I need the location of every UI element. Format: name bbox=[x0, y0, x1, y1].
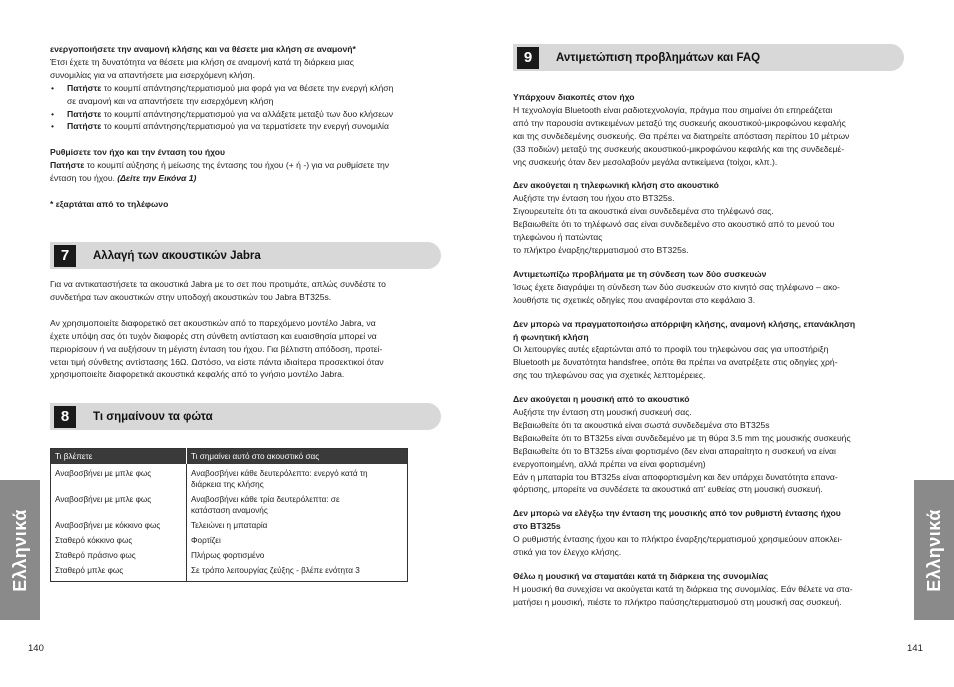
faq-answer-line: Αυξήστε την ένταση στη μουσική συσκευή σας. bbox=[513, 407, 692, 418]
section-title: Αλλαγή των ακουστικών Jabra bbox=[93, 249, 261, 262]
table-row bbox=[51, 532, 408, 547]
table-cell: Φορτίζει bbox=[187, 532, 408, 547]
section-8-header bbox=[50, 403, 441, 430]
faq-answer-line: Εάν η μπαταρία του BT325s είναι αποφορτισμένη και δεν υπάρχει δυνατότητα επανα- bbox=[513, 471, 838, 482]
faq-answer-line: (33 ποδιών) μεταξύ της συσκευής ακουστικού-μικροφώνου κεφαλής και της συνδεδεμέ- bbox=[513, 143, 845, 154]
faq-answer-line: λουθήστε τις σχετικές οδηγίες που αναφέρονται στο κεφάλαιο 3. bbox=[513, 294, 756, 305]
faq-item bbox=[513, 91, 913, 168]
table-header-row bbox=[51, 449, 408, 465]
faq-answer-line: ενεργοποιημένη, αλλά πρέπει να είναι φορτισμένη) bbox=[513, 458, 706, 469]
faq-answer-line: σης του τηλεφώνου σας για σχετικές λεπτομέρειες. bbox=[513, 370, 706, 381]
body-line: Για να αντικαταστήσετε τα ακουστικά Jabra με το σετ που προτιμάτε, απλώς συνδέστε το bbox=[50, 279, 386, 289]
table-cell: Αναβοσβήνει με κόκκινο φως bbox=[55, 521, 161, 530]
press-label: Πατήστε bbox=[67, 82, 102, 93]
faq-answer-line: Ίσως έχετε διαγράψει τη σύνδεση των δύο συσκευών στο κινητό σας τηλέφωνο – ακο- bbox=[513, 281, 840, 292]
list-item-text: το κουμπί απάντησης/τερματισμού για να τερματίσετε την ενεργή συνομιλία bbox=[101, 121, 389, 132]
faq-item bbox=[513, 179, 913, 256]
section-number: 7 bbox=[54, 245, 76, 267]
cell-line: διάρκεια της κλήσης bbox=[191, 480, 264, 489]
body-line: χρησιμοποιείτε διαφορετικά ακουστικά κεφαλής από το γνήσιο μοντέλο Jabra. bbox=[50, 369, 345, 380]
faq-list bbox=[513, 91, 913, 609]
list-item bbox=[50, 120, 450, 133]
faq-answer-line: Αυξήστε την ένταση του ήχου στο BT325s. bbox=[513, 193, 675, 204]
volume-text: ένταση του ήχου. bbox=[50, 173, 118, 184]
table-row bbox=[51, 491, 408, 517]
table-header: Τι σημαίνει αυτό στο ακουστικό σας bbox=[187, 449, 408, 465]
cell-line: κατάσταση αναμονής bbox=[191, 506, 268, 515]
list-item-text: σε αναμονή και να απαντήσετε την εισερχόμενη κλήση bbox=[67, 95, 274, 106]
language-tab bbox=[914, 480, 954, 620]
press-label: Πατήστε bbox=[50, 160, 85, 171]
faq-item bbox=[513, 393, 913, 496]
table-cell: Πλήρως φορτισμένο bbox=[187, 547, 408, 562]
faq-answer-line: Σιγουρευτείτε ότι τα ακουστικά είναι συνδεδεμένα στο τηλέφωνό σας. bbox=[513, 206, 774, 217]
faq-answer-line: Ο ρυθμιστής έντασης ήχου και το πλήκτρο έναρξης/τερματισμού χρησιμεύουν αποκλει- bbox=[513, 534, 843, 545]
table-cell: Σταθερό μπλε φως bbox=[55, 566, 124, 575]
body-line: συνδετήρα των ακουστικών στην υποδοχή ακουστικών του Jabra BT325s. bbox=[50, 291, 332, 302]
faq-question: Αντιμετωπίζω προβλήματα με τη σύνδεση των δύο συσκευών bbox=[513, 268, 767, 279]
table-row bbox=[51, 517, 408, 532]
faq-answer-line: φόρτισης, μπορείτε να συνδέσετε τα ακουστικά απ' ευθείας στη μουσική συσκευή. bbox=[513, 484, 823, 495]
table-row bbox=[51, 464, 408, 491]
list-item bbox=[50, 82, 450, 108]
press-label: Πατήστε bbox=[67, 121, 102, 132]
faq-answer-line: στικά για τον έλεγχο κλήσης. bbox=[513, 547, 622, 558]
cell-line: Αναβοσβήνει κάθε τρία δευτερόλεπτα: σε bbox=[191, 495, 340, 504]
body-line: Αν χρησιμοποιείτε διαφορετικό σετ ακουστικών από το παρεχόμενο μοντέλο Jabra, να bbox=[50, 317, 376, 328]
table-cell: Τελειώνει η μπαταρία bbox=[187, 517, 408, 532]
faq-item bbox=[513, 507, 913, 559]
footnote: * εξαρτάται από το τηλέφωνο bbox=[50, 199, 169, 210]
faq-question: Δεν ακούγεται η τηλεφωνική κλήση στο ακουστικό bbox=[513, 180, 719, 191]
faq-answer-line: Bluetooth με δυνατότητα handsfree, οπότε θα πρέπει να ανατρέξετε στις οδηγίες χρή- bbox=[513, 357, 838, 368]
faq-question: στο BT325s bbox=[513, 521, 561, 532]
faq-question: Δεν μπορώ να πραγματοποιήσω απόρριψη κλήσης, αναμονή κλήσης, επανάκληση bbox=[513, 318, 856, 329]
faq-answer-line: νης συσκευής όταν δεν μεσολαβούν μεγάλα αντικείμενα (τοίχοι, κλπ.). bbox=[513, 156, 778, 167]
table-cell: Σταθερό κόκκινο φως bbox=[55, 536, 133, 545]
volume-text: το κουμπί αύξησης ή μείωσης της έντασης του ήχου (+ ή -) για να ρυθμίσετε την bbox=[84, 160, 390, 171]
faq-answer-line: από την παρουσία αντικειμένων μεταξύ της συσκευής ακουστικού-μικροφώνου κεφαλής bbox=[513, 117, 846, 128]
faq-answer-line: Βεβαιωθείτε ότι το τηλέφωνό σας είναι συνδεδεμένο στο ακουστικό από το μενού του bbox=[513, 219, 835, 230]
list-item-text: το κουμπί απάντησης/τερματισμού για να αλλάξετε μεταξύ των δυο κλήσεων bbox=[101, 108, 394, 119]
lights-table bbox=[50, 448, 408, 582]
section-title: Αντιμετώπιση προβλημάτων και FAQ bbox=[556, 51, 761, 64]
table-row bbox=[51, 547, 408, 562]
section-9-header bbox=[513, 44, 904, 71]
table-cell bbox=[187, 464, 408, 491]
faq-question: Δεν μπορώ να ελέγξω την ένταση της μουσικής από τον ρυθμιστή έντασης ήχου bbox=[513, 508, 841, 519]
section-title: Τι σημαίνουν τα φώτα bbox=[93, 410, 213, 423]
volume-heading: Ρυθμίσετε τον ήχο και την ένταση του ήχου bbox=[50, 147, 226, 158]
right-page bbox=[477, 0, 954, 687]
list-item bbox=[50, 108, 450, 121]
section-7-header bbox=[50, 242, 441, 269]
faq-answer-line: Βεβαιωθείτε ότι το BT325s είναι συνδεδεμένο με τη θύρα 3.5 mm της μουσικής συσκευής bbox=[513, 432, 851, 443]
faq-answer-line: και της συνδεδεμένης συσκευής. Θα πρέπει να διατηρείτε απόσταση περίπου 10 μέτρων bbox=[513, 130, 850, 141]
table-row bbox=[51, 562, 408, 582]
table-cell: Σταθερό πράσινο φως bbox=[55, 551, 136, 560]
volume-line bbox=[50, 159, 450, 172]
table-cell bbox=[187, 491, 408, 517]
faq-question: Δεν ακούγεται η μουσική από το ακουστικό bbox=[513, 394, 690, 405]
faq-answer-line: Βεβαιωθείτε ότι το BT325s είναι φορτισμένο (δεν είναι απαραίτητο η συσκευή να είναι bbox=[513, 445, 836, 456]
faq-item bbox=[513, 268, 913, 307]
faq-item bbox=[513, 318, 913, 383]
list-item-text: το κουμπί απάντησης/τερματισμού μια φορά για να θέσετε την ενεργή κλήση bbox=[101, 82, 394, 93]
faq-answer-line: το πλήκτρο έναρξης/τερματισμού στο BT325s. bbox=[513, 244, 689, 255]
table-cell: Σε τρόπο λειτουργίας ζεύξης - βλέπε ενότητα 3 bbox=[187, 562, 408, 582]
faq-answer-line: τηλεφώνου ή πατώντας bbox=[513, 232, 603, 243]
figure-reference: (Δείτε την Εικόνα 1) bbox=[117, 173, 197, 184]
faq-question: Υπάρχουν διακοπές στον ήχο bbox=[513, 92, 635, 102]
call-waiting-heading: ενεργοποιήσετε την αναμονή κλήσης και να θέσετε μια κλήση σε αναμονή* bbox=[50, 44, 356, 54]
volume-line bbox=[50, 172, 450, 185]
body-line: περιορίσουν ή να αυξήσουν τη μέγιστη ένταση του ήχου. Για βέλτιστη απόδοση, προτεί- bbox=[50, 343, 383, 354]
table-header: Τι βλέπετε bbox=[51, 449, 187, 465]
language-tab-label: Ελληνικά bbox=[923, 508, 944, 592]
press-label: Πατήστε bbox=[67, 108, 102, 119]
faq-answer-line: Βεβαιωθείτε ότι τα ακουστικά είναι σωστά συνδεδεμένα στο BT325s bbox=[513, 419, 770, 430]
call-waiting-line: Έτσι έχετε τη δυνατότητα να θέσετε μια κλήση σε αναμονή κατά τη διάρκεια μιας bbox=[50, 56, 354, 67]
call-waiting-list bbox=[50, 82, 450, 134]
faq-question: ή φωνητική κλήση bbox=[513, 331, 589, 342]
faq-item bbox=[513, 570, 913, 609]
cell-line: Αναβοσβήνει κάθε δευτερόλεπτο: ενεργό κατά τη bbox=[191, 469, 368, 478]
language-tab-label: Ελληνικά bbox=[9, 508, 30, 592]
faq-question: Θέλω η μουσική να σταματάει κατά τη διάρκεια της συνομιλίας bbox=[513, 571, 769, 581]
section-number: 8 bbox=[54, 406, 76, 428]
call-waiting-line: συνομιλίας για να απαντήσετε μια εισερχόμενη κλήση. bbox=[50, 69, 255, 80]
faq-answer-line: Οι λειτουργίες αυτές εξαρτώνται από το προφίλ του τηλεφώνου σας για υποστήριξη bbox=[513, 344, 829, 355]
faq-answer-line: ματήσει η μουσική, πιέστε το πλήκτρο παύσης/τερματισμού στη μουσική σας συσκευή. bbox=[513, 596, 842, 607]
call-waiting-block bbox=[50, 43, 450, 211]
faq-answer-line: Η μουσική θα συνεχίσει να ακούγεται κατά τη διάρκεια της συνομιλίας. Εάν θέλετε να στα- bbox=[513, 583, 853, 594]
page-number: 141 bbox=[907, 643, 923, 654]
section-number: 9 bbox=[517, 47, 539, 69]
body-line: έχετε υπόψη σας ότι τυχόν διαφορές στη σύνθετη αντίσταση και ευαισθησία μπορεί να bbox=[50, 330, 377, 341]
language-tab bbox=[0, 480, 40, 620]
body-line: νεται τιμή σύνθετης αντίστασης 16Ω. Ωστόσο, να είστε πάντα ιδιαίτερα προσεκτικοί όταν bbox=[50, 356, 384, 367]
table-cell: Αναβοσβήνει με μπλε φως bbox=[55, 495, 152, 504]
table-cell: Αναβοσβήνει με μπλε φως bbox=[55, 469, 152, 478]
faq-answer-line: Η τεχνολογία Bluetooth είναι ραδιοτεχνολογία, πράγμα που σημαίνει ότι επηρεάζεται bbox=[513, 104, 833, 115]
page-number: 140 bbox=[28, 643, 44, 654]
section-7-body bbox=[50, 278, 450, 381]
